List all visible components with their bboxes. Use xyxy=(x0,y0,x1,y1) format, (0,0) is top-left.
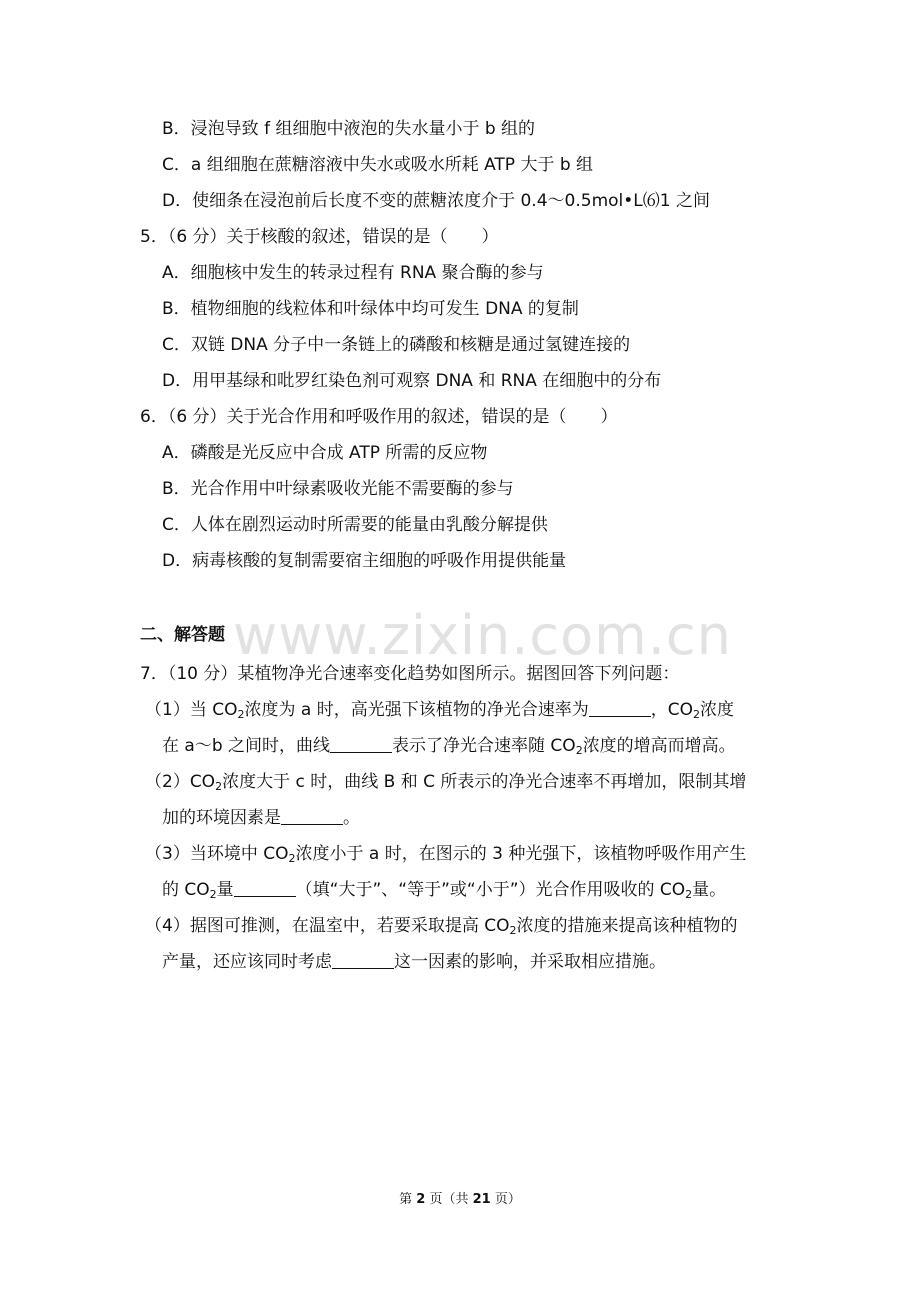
q7-stem: 7．（10 分）某植物净光合速率变化趋势如图所示。据图回答下列问题： xyxy=(140,664,680,684)
q5-stem: 5．（6 分）关于核酸的叙述，错误的是（ ） xyxy=(140,227,499,247)
q6-stem: 6．（6 分）关于光合作用和呼吸作用的叙述，错误的是（ ） xyxy=(140,407,618,427)
q5-option-d: D．用甲基绿和吡罗红染色剂可观察 DNA 和 RNA 在细胞中的分布 xyxy=(162,371,662,391)
q7-part3-line1: （3）当环境中 $CO_2$浓度小于 a 时，在图示的 3 种光强下，该植物呼吸作用产生 xyxy=(145,844,747,865)
q6-option-a: A．磷酸是光反应中合成 ATP 所需的反应物 xyxy=(162,443,488,463)
answer-blank[interactable] xyxy=(589,698,651,717)
q7-part1-line2: 在 a～b 之间时，曲线 表示了净光合速率随 $CO_2$浓度的增高而增高。 xyxy=(162,736,736,757)
page-total: 21 xyxy=(472,1192,491,1207)
q7-part2-line2: 加的环境因素是 。 xyxy=(162,808,360,828)
answer-blank[interactable] xyxy=(332,950,394,969)
q7-part1-line1: （1）当 $CO_2$浓度为 a 时，高光强下该植物的净光合速率为 ，$CO_2$浓度 xyxy=(145,700,734,721)
q7-part2-line1: $(2)CO_2$浓度大于 c 时，曲线 B 和 C 所表示的净光合速率不再增加，限制其增 xyxy=(145,772,747,793)
q5-option-b: B．植物细胞的线粒体和叶绿体中均可发生 DNA 的复制 xyxy=(162,299,579,319)
q7-part4-line2: 产量，还应该同时考虑 这一因素的影响，并采取相应措施。 xyxy=(162,952,666,972)
q5-option-a: A．细胞核中发生的转录过程有 RNA 聚合酶的参与 xyxy=(162,263,544,283)
q5-option-c: C．双链 DNA 分子中一条链上的磷酸和核糖是通过氢键连接的 xyxy=(162,335,631,355)
answer-blank[interactable] xyxy=(330,734,392,753)
section-title: 二、解答题 xyxy=(140,625,225,645)
answer-blank[interactable] xyxy=(281,806,343,825)
q4-option-c: C．a 组细胞在蔗糖溶液中失水或吸水所耗 ATP 大于 b 组 xyxy=(162,155,594,175)
answer-blank[interactable] xyxy=(234,878,296,897)
page-footer: 第 2 页（共 21 页） xyxy=(399,1192,521,1207)
q7-part4-line1: （4）据图可推测，在温室中，若要采取提高 $CO_2$浓度的措施来提高该种植物的 xyxy=(145,916,738,937)
q6-option-b: B．光合作用中叶绿素吸收光能不需要酶的参与 xyxy=(162,479,514,499)
q7-part3-line2: 的 $CO_2$量 （填“大于”、“等于”或“小于”）光合作用吸收的 $CO_2$量。 xyxy=(162,880,727,901)
page-number: 2 xyxy=(416,1192,426,1207)
watermark: www.zixin.com.cn xyxy=(233,604,732,667)
q6-option-d: D．病毒核酸的复制需要宿主细胞的呼吸作用提供能量 xyxy=(162,551,567,571)
q4-option-b: B．浸泡导致 f 组细胞中液泡的失水量小于 b 组的 xyxy=(162,119,536,139)
q4-option-d: D．使细条在浸泡前后长度不变的蔗糖浓度介于 0.4～0.5mol•L⑹1 之间 xyxy=(162,191,710,211)
q6-option-c: C．人体在剧烈运动时所需要的能量由乳酸分解提供 xyxy=(162,515,548,535)
